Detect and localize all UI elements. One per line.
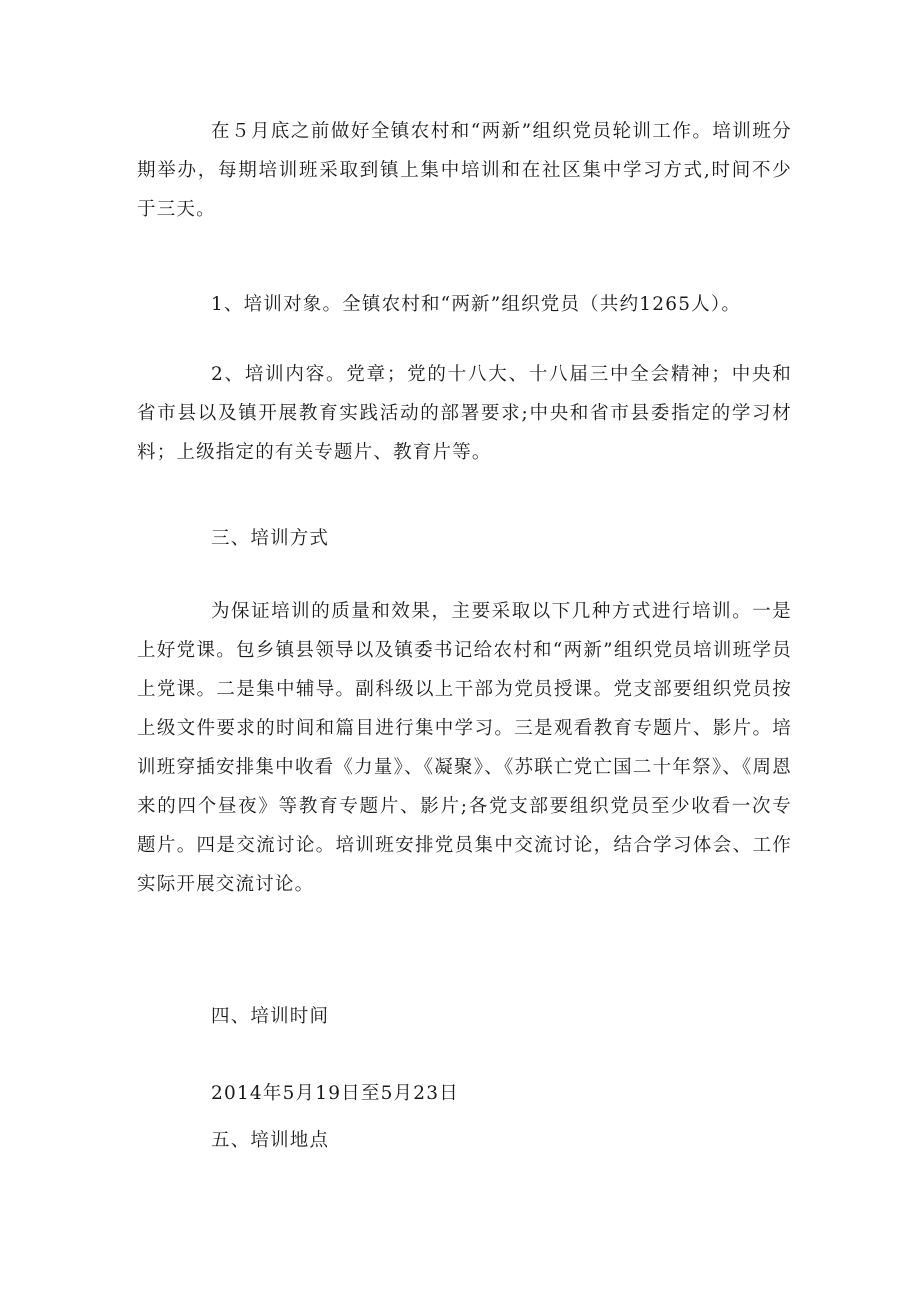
- paragraph-training-method: 为保证培训的质量和效果，主要采取以下几种方式进行培训。一是上好党课。包乡镇县领导以及镇委书记给农村和“两新”组织党员培训班学员上党课。二是集中辅导。副科级以上干部为党员授课。党支部要组织党员按上级文件要求的时间和篇目进行集中学习。三是观看教育专题片、影片。培训班穿插安排集中收看《力量》、《凝聚》、《苏联亡党亡国二十年祭》、《周恩来的四个昼夜》等教育专题片、影片;各党支部要组织党员至少收看一次专题片。四是交流讨论。培训班安排党员集中交流讨论，结合学习体会、工作实际开展交流讨论。: [137, 601, 792, 895]
- paragraph-training-overview: 在５月底之前做好全镇农村和“两新”组织党员轮训工作。培训班分期举办，每期培训班采取到镇上集中培训和在社区集中学习方式,时间不少于三天。: [137, 121, 792, 220]
- training-date-range: 2014年5月19日至5月23日: [211, 1083, 459, 1104]
- paragraph-training-targets: 1、培训对象。全镇农村和“两新”组织党员（共约1265人）。: [211, 294, 742, 315]
- section-heading-training-location: 五、培训地点: [211, 1130, 330, 1151]
- paragraph-training-content: 2、培训内容。党章；党的十八大、十八届三中全会精神；中央和省市县以及镇开展教育实践活动的部署要求;中央和省市县委指定的学习材料；上级指定的有关专题片、教育片等。: [137, 364, 792, 463]
- section-heading-training-method: 三、培训方式: [211, 528, 330, 549]
- section-heading-training-time: 四、培训时间: [211, 1006, 330, 1027]
